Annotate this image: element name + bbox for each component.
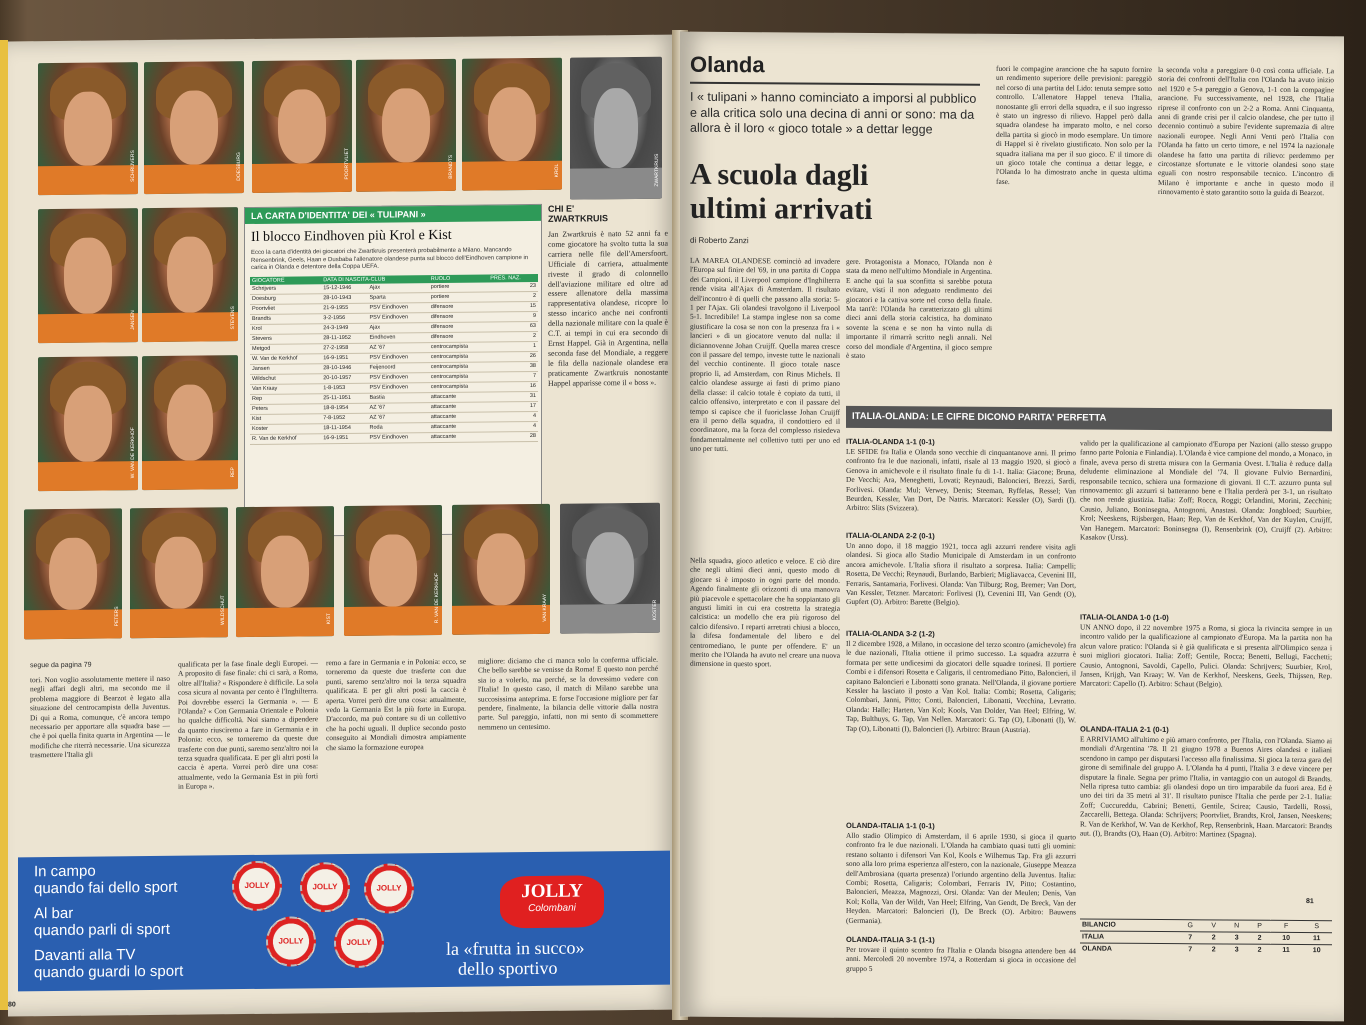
squad-cell: PSV Eindhoven bbox=[367, 372, 428, 383]
squad-cell: 1-8-1953 bbox=[321, 383, 367, 393]
squad-cell: 7-8-1952 bbox=[321, 413, 367, 423]
body-column-2: gere. Protagonista a Monaco, l'Olanda non è stata da meno nell'ultimo Mondiale in Argentina. E anche qui la sua sconfitta si sarebbe potuta evitare, visti il non adeguato rendimento dei giocatori e la cattiva sorte nel corso della finale. Ma tant'è: l'Olanda ha caratterizzato gli ultimi dieci anni della storia calcistica, ha dominato sovente la scena e se non ha vinto nulla di importante il rimarrà scritto negli annali. Nel corso del mondiale d'Argentina, il gioco sempre è stato bbox=[846, 256, 992, 361]
squad-cell: 63 bbox=[488, 321, 538, 332]
squad-cell: PSV Eindhoven bbox=[367, 382, 428, 393]
squad-cell: 4 bbox=[488, 411, 538, 422]
bilancio-cell: 10 bbox=[1301, 945, 1332, 957]
bottle-cap: JOLLY bbox=[266, 916, 316, 967]
match-5-heading: OLANDA-ITALIA 3-1 (1-1) bbox=[846, 934, 935, 945]
squad-cell: PSV Eindhoven bbox=[367, 302, 428, 313]
player-photo bbox=[142, 355, 238, 490]
match-6-heading: ITALIA-OLANDA 1-0 (1-0) bbox=[1080, 612, 1169, 623]
bilancio-cell: 10 bbox=[1271, 932, 1302, 944]
bottle-cap: JOLLY bbox=[232, 861, 282, 912]
squad-cell: 28-11-1952 bbox=[321, 333, 367, 343]
squad-column-header: RUOLO bbox=[429, 274, 488, 283]
match-1-heading: ITALIA-OLANDA 1-1 (0-1) bbox=[846, 436, 935, 447]
squad-cell: Doesburg bbox=[250, 293, 321, 304]
jolly-logo: JOLLY Colombani bbox=[500, 875, 604, 928]
player-name-label: BRANDTS bbox=[448, 154, 454, 179]
squad-cell: portiere bbox=[429, 291, 488, 302]
ad-slogan-2: Al bar quando parli di sport bbox=[34, 904, 170, 940]
squad-cell: PSV Eindhoven bbox=[367, 432, 428, 443]
right-page bbox=[680, 32, 1344, 1022]
player-photo bbox=[560, 503, 660, 634]
squad-cell: 2 bbox=[488, 291, 538, 302]
bilancio-column-header: F bbox=[1271, 920, 1302, 932]
squad-column-header: PRES. NAZ. bbox=[488, 273, 538, 282]
kicker-rule bbox=[690, 82, 980, 86]
player-name-label: STEVENS bbox=[230, 305, 236, 330]
page-number-left: 80 bbox=[8, 1001, 16, 1009]
segue-label: segue da pagina 79 bbox=[30, 661, 92, 670]
squad-cell: Koster bbox=[250, 423, 321, 434]
player-name-label: R. VAN DE KERKHOF bbox=[434, 572, 440, 624]
squad-cell: AZ '67 bbox=[367, 342, 428, 353]
squad-cell: W. Van de Kerkhof bbox=[250, 353, 321, 364]
squad-cell: 16-9-1951 bbox=[321, 353, 367, 363]
bilancio-cell: ITALIA bbox=[1080, 931, 1178, 944]
match-3-heading: ITALIA-OLANDA 3-2 (1-2) bbox=[846, 628, 935, 639]
ad-slogan-3: Davanti alla TV quando guardi lo sport bbox=[34, 946, 184, 982]
headline-line-2: ultimi arrivati bbox=[690, 191, 873, 227]
page-number-right: 81 bbox=[1306, 898, 1314, 906]
ad-tagline-2: dello sportivo bbox=[458, 957, 558, 979]
left-page bbox=[8, 34, 680, 1016]
chi-title: CHI E' ZWARTKRUIS bbox=[548, 203, 608, 224]
bilancio-column-header: S bbox=[1301, 921, 1332, 933]
bilancio-cell: 2 bbox=[1248, 932, 1270, 944]
player-photo bbox=[452, 504, 550, 635]
player-photo bbox=[130, 507, 228, 638]
squad-cell: Sparta bbox=[367, 292, 428, 303]
player-name-label: ZWARTKRUIS bbox=[654, 153, 660, 187]
bilancio-row bbox=[1080, 943, 1332, 956]
bilancio-cell: 7 bbox=[1178, 932, 1202, 944]
squad-cell: 24-3-1949 bbox=[321, 323, 367, 333]
squad-cell: 28-10-1943 bbox=[321, 293, 367, 303]
squad-cell: Krol bbox=[250, 323, 321, 334]
squad-cell: attaccante bbox=[429, 431, 488, 442]
text-column-1: tori. Non voglio assolutamente mettere il naso negli affari degli altri, ma secondo me il problema maggiore di Bearzot è legato alla situazione del centrocampista della Juventus. Di qui a Roma, comunque, c'è ancora tempo necessario per apportare alla squadra base — che è poi quella finita quarta in Argentina — le modifiche che riterrà necessarie. Una sicurezza trasmettere l'Italia gli bbox=[30, 673, 170, 760]
squad-cell: 38 bbox=[488, 361, 538, 372]
squad-cell: 28-10-1946 bbox=[321, 363, 367, 373]
match-4-heading: OLANDA-ITALIA 1-1 (0-1) bbox=[846, 820, 935, 831]
squad-cell: AZ '67 bbox=[367, 412, 428, 423]
squad-cell: portiere bbox=[429, 282, 488, 292]
squad-column-header: DATA DI NASCITA-CLUB bbox=[321, 275, 429, 284]
squad-cell: difensore bbox=[429, 331, 488, 342]
squad-cell: Roda bbox=[367, 422, 428, 433]
squad-cell: Brandts bbox=[250, 313, 321, 324]
squad-cell: Peters bbox=[250, 403, 321, 414]
match-1-text: LE SFIDE fra Italia e Olanda sono vecchie di cinquantanove anni. Il primo confronto fra le due nazionali, infatti, risale al 13 maggio 1920, si giocò a Genova in amichevole e il risultato finale fu di 1-1. Italia: Giacone; Bruna, De Vecchi; Ara, Meneghetti, Lovati; Reynaudi, Baloncieri, Brezzi, Sardi, Forlivesi. Olanda: Mul; Verwey, Denis; Steeman, Ryffelas, Ressel; Van Beurden, Kessler, Van Dort, De Natris. Marcatori: Kessler (O), Sardi (I). Arbitro: Slits (Svizzera). bbox=[846, 446, 1076, 513]
identity-card-box bbox=[244, 204, 542, 537]
ad-tagline-1: la «frutta in succo» bbox=[446, 937, 585, 959]
player-photo bbox=[24, 508, 122, 639]
bilancio-label: BILANCIO bbox=[1080, 919, 1178, 932]
body-column-3: fuori le compagine arancione che ha saputo fornire un rendimento superiore delle previsioni: pareggiò nel corso di una partita del Lido: tenuta sempre sotto controllo. L'allenatore Happel teneva l'Italia, nonostante gli errori della squadra, e il suo ingresso è stato un ingresso di rilievo. Happel però dalla squadra olandese ha imparato molto, e nel corso della partita si giocò in modo esemplare. Un timore di Happel si è rivelato giustificato. Non solo per la squadra italiana ma per il suo gioco. E' il timore di un gioco totale che continua a dettar legge, e l'Olanda lo ha dimostrato anche in questa ultima fase. bbox=[996, 63, 1152, 186]
match-4-text: Allo stadio Olimpico di Amsterdam, il 6 aprile 1930, si gioca il quarto confronto fra le due nazionali. L'Olanda ha cambiato quasi tutti gli uomini: restano soltanto i difensori Van Kol, Kools e Wilhemus Tap. Fra gli azzurri sono alla loro prima esperienza all'estero, con la nazionale, Giuseppe Meazza dell'Ambrosiana (quarta presenza) l'oriundo argentino della Juventus. Italia: Combi; Rosetta, Caligaris; Colombari, Ferraris IV, Pitto; Costantino, Baloncieri, Meazza, Magnozzi, Orsi. Olanda: Van der Meulen; Denis, Van Kol; Kolla, Van der Wildt, Van Heel; Elfring, Van Gendt, De Breck, Van der Heyden. Marcatori: Baloncieri (I), De Breck (O). Arbitro: Bauwens (Germania). bbox=[846, 830, 1076, 925]
squad-cell: Ajax bbox=[367, 322, 428, 333]
squad-cell: 21-9-1955 bbox=[321, 303, 367, 313]
bilancio-cell: 3 bbox=[1225, 944, 1248, 956]
bottle-cap: JOLLY bbox=[364, 863, 414, 914]
player-photo bbox=[570, 57, 662, 200]
player-photo bbox=[356, 59, 456, 192]
bilancio-table bbox=[1080, 918, 1332, 956]
player-name-label: DOESBURG bbox=[236, 152, 242, 182]
body-column-1: LA MAREA OLANDESE cominciò ad invadere l'Europa sul finire del '69, in una partita di Coppa dei Campioni, il Liverpool campione d'Inghilterra rende visita all'Ajax di Amsterdam. Il risultato dell'incontro è di quelli che passano alla storia: 5-1 per l'Ajax. Gli olandesi travolgono il Liverpool 5-1. Incredibile! La stampa inglese non sa come giustificare la cosa se non con la presenza fra i « lancieri » di un giocatore venuto dal nulla: il diciannovenne Johan Cruijff. Quella marea cresce con il passare del tempo, investe tutte le nazionali del vecchio continente. Il gioco totale nasce proprio lì, ad Amsterdam, con Rinus Michels. Il calcio olandese assurge ai fasti di primo piano della classe: il calcio totale è copiato da tutti, il calcio offensivo, interpretato e con il passare del tempo si capisce che il fuoriclasse Johan Cruijff era il perno della squadra, il condottiero ed il coordinatore, ma la forza del complesso risiedeva fondamentalmente nel collettivo tutti per uno ed uno per tutti. bbox=[690, 255, 840, 454]
match-2-heading: ITALIA-OLANDA 2-2 (0-1) bbox=[846, 530, 935, 541]
squad-cell: Feijenoord bbox=[367, 362, 428, 373]
player-name-label: JANSEN bbox=[130, 310, 136, 331]
bilancio-column-header: V bbox=[1202, 920, 1224, 932]
player-name-label: KROL bbox=[554, 164, 560, 178]
player-photo bbox=[38, 356, 138, 491]
bilancio-cell: 7 bbox=[1178, 944, 1202, 956]
squad-cell: 18-8-1954 bbox=[321, 403, 367, 413]
squad-cell: R. Van de Kerkhof bbox=[250, 433, 321, 444]
squad-cell: PSV Eindhoven bbox=[367, 352, 428, 363]
squad-cell: 15 bbox=[488, 301, 538, 312]
kicker: Olanda bbox=[690, 51, 765, 78]
identity-banner: LA CARTA D'IDENTITA' DEI « TULIPANI » bbox=[245, 205, 541, 224]
ad-slogan-1: In campo quando fai dello sport bbox=[34, 862, 178, 898]
squad-cell: 18-11-1954 bbox=[321, 423, 367, 433]
headline-line-1: A scuola dagli bbox=[690, 157, 869, 192]
squad-cell: attaccante bbox=[429, 421, 488, 432]
squad-row bbox=[250, 431, 538, 444]
player-photo bbox=[462, 58, 562, 191]
body-column-1b: Nella squadra, gioco atletico e veloce. E ciò dire che negli ultimi dieci anni, questo modo di giocare si è imposto in ogni parte del mondo. Agendo finalmente gli orizzonti di una manovra più piacevole e spettacolare che ha soppiantato gli angusti limiti in cui era costretta la strategia calcistica: un modello che era più rigoroso del calcio difensivo. I reparti arretrati chiusi a blocco, la difesa fondamentale del libero e del centromediano, le punte per offendere. E' un merito che l'Olanda ha avuto nel creare una nuova dimensione in questo sport. bbox=[690, 555, 840, 669]
bottle-cap: JOLLY bbox=[300, 862, 350, 913]
squad-cell: Kist bbox=[250, 413, 321, 424]
player-photo bbox=[38, 208, 138, 343]
player-photo bbox=[236, 506, 334, 637]
text-column-4: migliore: diciamo che ci manca solo la conferma ufficiale. Che bello sarebbe se venisse da Roma! E questo non perché sia io a volerlo, ma perché, se la dovessimo vedere con l'Italia! In questo caso, il match di Milano sarebbe una succosissima anteprima. E forse l'occasione migliore per far pendere, finalmente, la bilancia delle vittorie dalla nostra parte. Sul pareggio, infatti, non mi sento di scommettere nemmeno un centesimo. bbox=[478, 654, 658, 732]
match-6-text: UN ANNO dopo, il 22 novembre 1975 a Roma, si gioca la rivincita sempre in un incontro valido per la qualificazione al campionato d'Europa. Ma la partita non ha alcun valore pratico: l'Olanda si è già qualificata e si presenta all'Olimpico senza i suoi migliori giocatori. Italia: Zoff; Gentile, Rocca; Benetti, Bellugi, Facchetti; Causio, Antognoni, Savoldi, Capello, Pulici. Olanda: Schrijvers; Suurbier, Krol, Jansen, Krijgh, Van Kraay; W. Van de Kerkhof, Neeskens, Geels, Thijssen, Rep. Marcatori: Capello (I). Arbitro: Schaut (Belgio). bbox=[1080, 622, 1332, 689]
squad-cell: centrocampista bbox=[429, 341, 488, 352]
squad-cell: 4 bbox=[488, 421, 538, 432]
player-name-label: KIST bbox=[326, 613, 332, 625]
squad-cell: 25-11-1951 bbox=[321, 393, 367, 403]
squad-cell: 1 bbox=[488, 341, 538, 352]
match-3-text: Il 2 dicembre 1928, a Milano, in occasione del terzo scontro (amichevole) fra le due nazionali, l'Italia ottiene il primo successo. La squadra azzurra è formata per sette undicesimi da giocatori delle squadre torinesi. Il portiere Combi e i difensori Rosetta e Caligaris, il centromediano Pitto, Baloncieri, il capitano Baloncieri e Libonatti sono granata. Nell'Olanda, il giovane portiere Kessler ha lasciato il posto a Van Kol. Italia: Combi; Rosetta, Caligaris; Colombari, Janni, Pitto; Conti, Baloncieri, Libonatti, Vecchina, Levratto. Olanda: Halle; Harten, Van Kol; Kools, Van Dolder, Van Heel; Elfring, W. Tap, Bulthuys, G. Tap, Van Nellen. Marcatori: G. Tap (O), Libonatti (I), W. Tap (O), Libonatti (I), Baloncieri (I). Arbitro: Braun (Austria). bbox=[846, 638, 1076, 734]
cover-edge bbox=[0, 40, 8, 1010]
bilancio-cell: OLANDA bbox=[1080, 943, 1178, 955]
squad-cell: 9 bbox=[488, 311, 538, 322]
text-column-3: remo a fare in Germania e in Polonia: ecco, se torneremo da queste due trasferte con due punti, saremo senz'altro noi la terza squadra qualificata. E per gli altri posti la caccia è aperta. Vorrei però dire una cosa: attualmente, vedo la Germania Est la più forte in Europa. D'accordo, ma può contare su di un collettivo che ha pochi uguali. Il duplice secondo posto conseguito ai Mondiali dimostra ampiamente che siamo la formazione europea bbox=[326, 656, 466, 752]
squad-cell: difensore bbox=[429, 321, 488, 332]
player-name-label: REP bbox=[230, 466, 236, 478]
bilancio-cell: 2 bbox=[1202, 944, 1224, 956]
squad-cell: PSV Eindhoven bbox=[367, 312, 428, 323]
player-name-label: WILDSCHUT bbox=[220, 595, 226, 626]
squad-cell: Ajax bbox=[367, 283, 428, 293]
match-7-text: E ARRIVIAMO all'ultimo e più amaro confronto, per l'Italia, con l'Olanda. Siamo ai mondiali d'Argentina '78. Il 21 giugno 1978 a Buenos Aires olandesi e italiani scendono in campo per disputarsi l'accesso alla finalissima. Si gioca la terza gara del girone di semifinale del gruppo A. L'Olanda ha 4 punti, l'Italia 3 e deve vincere per disputare la finale. Segna per primo l'Italia, in vantaggio con un autogol di Brandts. Nella ripresa tutto cambia: gli olandesi dopo un tiro imparabile da fuori area. Ed è uno dei tiri da 35 metri al 31'. Il risultato punisce l'Italia che perde per 2-1. Italia: Zoff; Cuccureddu, Cabrini; Benetti, Gentile, Scirea; Causio, Tardelli, Rossi, Zaccarelli, Bettega. Olanda: Schrijvers; Poortvliet, Brandts, Krol, Jansen, Neeskens; R. Van de Kerkhof, W. Van de Kerkhof, Rep, Rensenbrink, Haan. Marcatori: Brandts aut. (I), Brandts (O), Haan (O). Arbitro: Martinez (Spagna). bbox=[1080, 734, 1332, 839]
bilancio-column-header: P bbox=[1248, 920, 1270, 932]
squad-table bbox=[250, 273, 538, 444]
bilancio-cell: 2 bbox=[1202, 932, 1224, 944]
bilancio-column-header: G bbox=[1178, 920, 1202, 932]
player-name-label: W. VAN DE KERKHOF bbox=[130, 427, 136, 479]
bilancio-cell: 11 bbox=[1271, 944, 1302, 956]
bilancio-column-header: N bbox=[1225, 920, 1248, 932]
match-7-heading: OLANDA-ITALIA 2-1 (0-1) bbox=[1080, 724, 1169, 735]
match-5-continued: valido per la qualificazione al campionato d'Europa per Nazioni (allo stesso gruppo fanno parte Polonia e Finlandia). L'Olanda è vice campione del mondo, a Monaco, in finale, aveva perso di stretta misura con la Germania Ovest. L'Italia è reduce dalla deludente eliminazione al Mondiale del '74. Il giovane Fulvio Bernardini, responsabile tecnico, schiera una formazione di giovani. Il C.T. azzurro punta sul rinnovamento: gli azzurri si batteranno bene e l'Italia perderà per 3-1, un risultato che non rende giustizia. Italia: Zoff; Rocca, Roggi; Orlandini, Morini, Zecchini; Causio, Juliano, Boninsegna, Antognoni, Anastasi. Olanda: Jongbloed; Suurbier, Krol; Neeskens, Rijsbergen, Haan; Rep, Van de Kerkhof, Van der Kuylen, Cruijff, Van Hanegem. Marcatori: Boninsegna (I), Rensenbrink (O), Cruijff (2). Arbitro: Kasakov (Urss). bbox=[1080, 438, 1332, 542]
player-photo bbox=[252, 60, 352, 193]
deck: I « tulipani » hanno cominciato a imporsi al pubblico e alla critica solo una decina di anni or sono: ma da allora è il loro « gioco totale » a dettar legge bbox=[690, 89, 977, 137]
player-name-label: SCHRIJVERS bbox=[130, 150, 136, 183]
squad-cell: 16-9-1951 bbox=[321, 433, 367, 443]
squad-cell: attaccante bbox=[429, 411, 488, 422]
squad-cell: Wildschut bbox=[250, 373, 321, 384]
score-banner: ITALIA-OLANDA: LE CIFRE DICONO PARITA' PERFETTA bbox=[846, 406, 1332, 431]
squad-cell: AZ '67 bbox=[367, 402, 428, 413]
jolly-ad bbox=[18, 851, 670, 992]
bottle-cap: JOLLY bbox=[334, 918, 384, 969]
player-name-label: POORTVLIET bbox=[344, 148, 350, 180]
squad-cell: 16 bbox=[488, 381, 538, 392]
squad-cell: 2 bbox=[488, 331, 538, 342]
squad-cell: 15-12-1946 bbox=[321, 283, 367, 293]
squad-cell: attaccante bbox=[429, 401, 488, 412]
player-name-label: VAN KRAAY bbox=[542, 593, 548, 622]
player-name-label: KOSTER bbox=[652, 600, 658, 621]
squad-cell: Eindhoven bbox=[367, 332, 428, 343]
squad-cell: centrocampista bbox=[429, 351, 488, 362]
squad-column-header: GIOCATORE bbox=[250, 276, 321, 285]
player-photo bbox=[38, 62, 138, 195]
identity-title: Il blocco Eindhoven più Krol e Kist bbox=[251, 227, 452, 245]
squad-cell: centrocampista bbox=[429, 371, 488, 382]
chi-text: Jan Zwartkruis è nato 52 anni fa e come giocatore ha svolto tutta la sua carriera nelle file dell'Amersfoort. Ufficiale di carriera, attualmente riveste il grado di colonnello dell'aviazione militare ed oltre ad essere allenatore della massima rappresentativa olandese, ricopre lo stesso incarico anche nei confronti della nazionale militare con la quale è C.T. ai tempi in cui era secondo di Ernst Happel. Già in Argentina, nella seconda fase del Mondiale, a reggere le fila della nazionale olandese era praticamente Zwartkruis nonostante Happel apparisse come il « boss ». bbox=[548, 228, 668, 388]
squad-cell: 7 bbox=[488, 371, 538, 382]
squad-cell: Van Kraay bbox=[250, 383, 321, 394]
squad-cell: Poortvliet bbox=[250, 303, 321, 314]
squad-cell: 20-10-1957 bbox=[321, 373, 367, 383]
player-photo bbox=[142, 207, 238, 342]
squad-cell: centrocampista bbox=[429, 361, 488, 372]
match-5-text: Per trovare il quinto scontro fra l'Italia e Olanda bisogna attendere ben 44 anni. Mercoledì 20 novembre 1974, a Rotterdam si gioca in occasione del gruppo 5 bbox=[846, 944, 1076, 973]
squad-cell: Bastia bbox=[367, 392, 428, 403]
player-photo bbox=[344, 505, 442, 636]
bilancio-cell: 3 bbox=[1225, 932, 1248, 944]
byline: di Roberto Zanzi bbox=[690, 235, 749, 246]
squad-cell: 17 bbox=[488, 401, 538, 412]
squad-cell: 26 bbox=[488, 351, 538, 362]
text-column-2: qualificata per la fase finale degli Europei. — A proposito di fase finale: chi ci sarà, a Roma, oltre all'Italia? « Rispondere è difficile. La sola cosa sicura al novanta per cento è l'Inghilterra. Poi dovrebbe esserci la Germania ». — E l'Olanda? « Con Germania Orientale e Polonia ho qualche difficoltà. Noi siamo a dipendere da quanto riusciremo a fare in Germania e in Polonia: ecco, se torneremo da queste due trasferte con due punti, saremo senz'altro noi la terza squadra qualificata. E per gli altri posti la caccia è aperta. Vorrei però dire una cosa: attualmente, vedo la Germania Est in più forti in Europa ». bbox=[178, 658, 318, 792]
squad-cell: attaccante bbox=[429, 391, 488, 402]
squad-cell: 28 bbox=[488, 431, 538, 442]
squad-cell: 23 bbox=[488, 281, 538, 291]
player-photo bbox=[144, 61, 244, 194]
squad-cell: 3-2-1956 bbox=[321, 313, 367, 323]
squad-cell: Schrijvers bbox=[250, 284, 321, 294]
squad-cell: 27-2-1958 bbox=[321, 343, 367, 353]
match-2-text: Un anno dopo, il 18 maggio 1921, tocca agli azzurri rendere visita agli olandesi. Si gioca allo Stadio Municipale di Amsterdam in un confronto ancora amichevole. L'Italia sfiora il risultato a sorpresa. Italia: Campelli; Rosetta, De Vecchi; Reynaudi, Burlando, Barbieri; Migliavacca, Cevenini III, Ferraris, Santamaria, Forlivesi. Olanda: Van Tilburg; Rog, Bremer; Van Dort, Van Kessler, Tetzner. Marcatori: Forlivesi (I), Cevenini III, Van Gendt (O), Gupfert (O). Arbitro: Barette (Belgio). bbox=[846, 540, 1076, 608]
bilancio-cell: 11 bbox=[1301, 933, 1332, 945]
squad-cell: Metgod bbox=[250, 343, 321, 354]
bilancio-cell: 2 bbox=[1248, 944, 1270, 956]
body-column-4: la seconda volta a pareggiare 0-0 così conta ufficiale. La storia dei confronti dell'Italia con l'Olanda ha avuto inizio nel 1920 e 5-a pareggio a Genova, 1-1 con la compagine arancione. Fu successivamente, nel 1928, che l'Italia riprese il confronto con un 2-2 a Roma. Anni Cinquanta, anni di grande crisi per il calcio olandese, che per tutto il decennio continuò a subire l'evidente supremazia di altre nazionali europee. Negli Anni Venti però l'Italia con l'Olanda ha fatto un certo timore, e nel 1974 la nazionale olandese ha fatto una partita di rilievo: perdemmo per circostanze sfortunate e le vittorie olandesi sono state eguali con nostro responsabile tecnico. L'incontro di Milano è importante e anche in questo modo il rinnovamento è stato garantito sotto la guida di Bearzot. bbox=[1158, 65, 1334, 198]
squad-cell: Jansen bbox=[250, 363, 321, 374]
squad-cell: Rep bbox=[250, 393, 321, 404]
squad-cell: 31 bbox=[488, 391, 538, 402]
squad-cell: centrocampista bbox=[429, 381, 488, 392]
squad-cell: difensore bbox=[429, 301, 488, 312]
squad-cell: difensore bbox=[429, 311, 488, 322]
squad-cell: Stevens bbox=[250, 333, 321, 344]
identity-intro: Ecco la carta d'identità dei giocatori che Zwartkruis presenterà probabilmente a Milano. Mancando Rensenbrink, Geels, Haan e Dusbaba l'allenatore olandese punta sul blocco dell'Eindhoven campione in carica in Olanda e detentore della Coppa UEFA. bbox=[251, 247, 529, 271]
player-name-label: PETERS bbox=[114, 606, 120, 627]
